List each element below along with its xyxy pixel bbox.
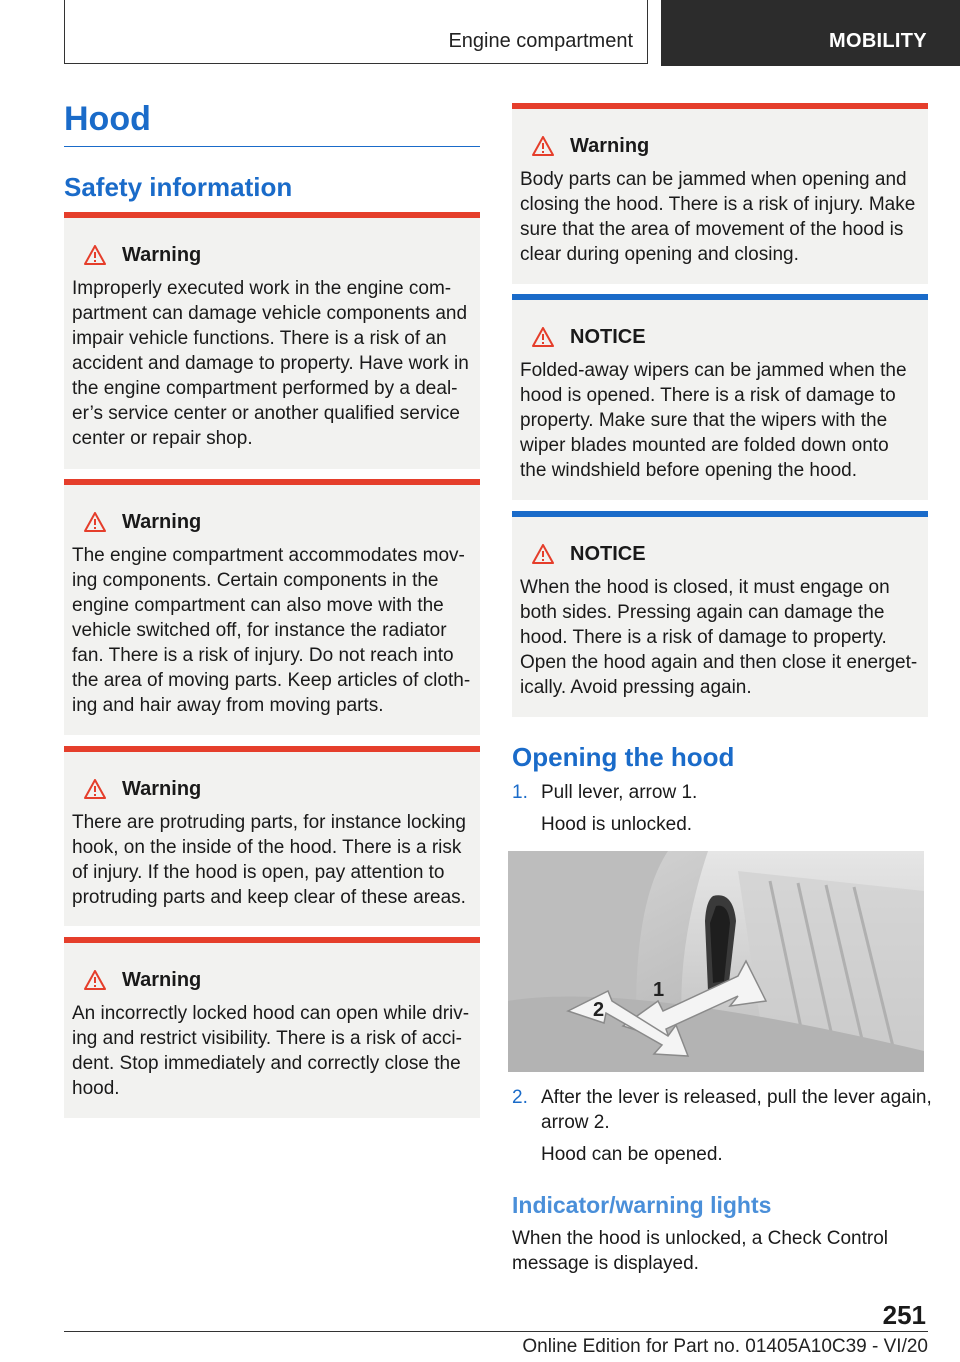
step-result: Hood is unlocked. bbox=[541, 814, 693, 835]
warning-text: There are protruding parts, for instance locking hook, on the inside of the hood. There is a risk of injury. If the hood is open, pay attention to protruding parts and keep clear of these areas. bbox=[72, 812, 466, 908]
footer-text: Online Edition for Part no. 01405A10C39 - VI/20 bbox=[522, 1336, 928, 1357]
safety-heading: Safety information bbox=[64, 172, 293, 202]
warning-triangle-icon bbox=[532, 136, 554, 156]
page-title: Hood bbox=[64, 100, 151, 138]
warning-title: Warning bbox=[84, 509, 472, 535]
warning-title: Warning bbox=[84, 242, 472, 268]
section-tab bbox=[64, 0, 648, 64]
chapter-tab bbox=[661, 0, 960, 66]
notice-text: Folded-away wipers can be jammed when the hood is opened. There is a risk of damage to property. Make sure that the wipers with the wiper blades mounted are folded down onto the windshield before opening the hood. bbox=[520, 360, 907, 481]
step-item bbox=[512, 780, 932, 805]
warning-triangle-icon bbox=[84, 512, 106, 532]
indicator-text: When the hood is unlocked, a Check Control message is displayed. bbox=[512, 1228, 888, 1274]
step-list bbox=[512, 780, 932, 837]
step-text: Pull lever, arrow 1. bbox=[541, 782, 698, 803]
hood-lever-photo bbox=[508, 851, 924, 1072]
hood-lever-illustration bbox=[508, 851, 924, 1072]
warning-title: Warning bbox=[532, 133, 920, 159]
page-header bbox=[0, 0, 960, 66]
notice-box-2 bbox=[512, 511, 928, 717]
chapter-title: MOBILITY bbox=[829, 30, 927, 52]
footer-rule bbox=[64, 1331, 928, 1332]
step-list-2 bbox=[512, 1085, 932, 1167]
warning-box-1 bbox=[64, 212, 480, 469]
title-rule bbox=[64, 146, 480, 147]
warning-text: Improperly executed work in the engine com-partment can damage vehicle components and impair vehicle functions. There is a risk of an accident and damage to property. Have work in the engine compartment performed by a deal-er’s service center or another qualified service center or repair shop. bbox=[72, 278, 469, 449]
warning-title: Warning bbox=[84, 967, 472, 993]
step-text: After the lever is released, pull the lever again, arrow 2. bbox=[541, 1087, 932, 1133]
page-number: 251 bbox=[882, 1300, 926, 1330]
warning-triangle-icon bbox=[532, 544, 554, 564]
arrow-label-2: 2 bbox=[593, 999, 605, 1021]
notice-box-1 bbox=[512, 294, 928, 500]
arrow-label-1: 1 bbox=[653, 979, 665, 1001]
notice-text: When the hood is closed, it must engage on both sides. Pressing again can damage the hood. There is a risk of damage to property. Open the hood again and then close it energet-ically. Avoid pressing again. bbox=[520, 577, 918, 698]
warning-text: Body parts can be jammed when opening and closing the hood. There is a risk of injury. Make sure that the area of movement of the hood is clear during opening and closing. bbox=[520, 169, 916, 265]
warning-triangle-icon bbox=[532, 327, 554, 347]
warning-box-2 bbox=[64, 479, 480, 735]
section-title: Engine compartment bbox=[448, 30, 633, 52]
indicator-heading: Indicator/warning lights bbox=[512, 1192, 772, 1218]
warning-triangle-icon bbox=[84, 245, 106, 265]
opening-heading: Opening the hood bbox=[512, 742, 735, 772]
step-number: 2. bbox=[512, 1087, 528, 1108]
warning-triangle-icon bbox=[84, 970, 106, 990]
warning-triangle-icon bbox=[84, 779, 106, 799]
warning-box-4 bbox=[64, 937, 480, 1118]
warning-box-5 bbox=[512, 103, 928, 284]
step-item bbox=[512, 1085, 932, 1135]
warning-text: An incorrectly locked hood can open while driv-ing and restrict visibility. There is a risk of acci-dent. Stop immediately and correctly close the hood. bbox=[72, 1003, 470, 1099]
notice-title: NOTICE bbox=[532, 324, 920, 350]
warning-title: Warning bbox=[84, 776, 472, 802]
warning-text: The engine compartment accommodates mov-ing components. Certain components in the engine compartment can also move with the vehicle switched off, for instance the radiator fan. There is a risk of injury. Do not reach into the area of moving parts. Keep articles of cloth-ing and hair away from moving parts. bbox=[72, 545, 471, 716]
notice-title: NOTICE bbox=[532, 541, 920, 567]
step-result: Hood can be opened. bbox=[541, 1144, 723, 1165]
step-number: 1. bbox=[512, 782, 528, 803]
warning-box-3 bbox=[64, 746, 480, 926]
